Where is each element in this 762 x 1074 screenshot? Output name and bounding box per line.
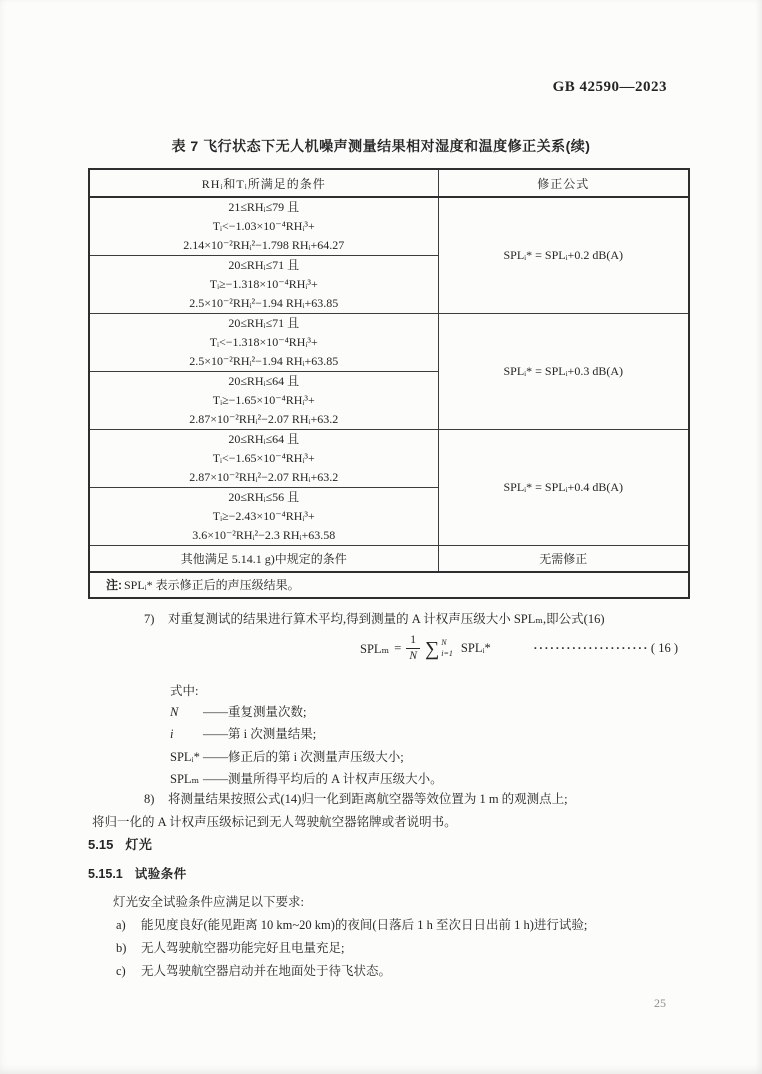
definition-SPLm — [170, 769, 443, 787]
condition-line: Tᵢ≥−1.318×10⁻⁴RHᵢ³+ — [209, 277, 318, 291]
formula-cell-0.4: SPLᵢ* = SPLᵢ+0.4 dB(A) — [438, 430, 689, 546]
item-c-label: c) — [116, 964, 126, 978]
definition-term: i — [170, 727, 174, 741]
condition-cell-1 — [89, 197, 438, 256]
condition-cell-2 — [89, 256, 438, 314]
item-8-number: 8) — [144, 792, 155, 806]
condition-line: 20≤RHᵢ≤71 且 — [228, 258, 300, 272]
list-item-8 — [144, 789, 568, 807]
standard-code: GB 42590—2023 — [552, 79, 667, 95]
condition-line: 2.5×10⁻²RHᵢ²−1.94 RHᵢ+63.85 — [189, 296, 339, 310]
page-number: 25 — [654, 996, 666, 1010]
list-item-7 — [144, 609, 605, 627]
col-header-condition: RHᵢ和Tᵢ所满足的条件 — [89, 169, 438, 197]
condition-line: 2.87×10⁻²RHᵢ²−2.07 RHᵢ+63.2 — [189, 412, 339, 426]
item-c-text: 无人驾驶航空器启动并在地面处于待飞状态。 — [141, 964, 392, 978]
section-number: 5.15 — [88, 837, 114, 852]
table-row — [89, 314, 689, 372]
definition-i — [170, 724, 316, 742]
condition-line: 3.6×10⁻²RHᵢ²−2.3 RHᵢ+63.58 — [192, 528, 336, 542]
sum-limits — [441, 638, 453, 659]
equation-16 — [88, 634, 678, 663]
definition-desc: ——修正后的第 i 次测量声压级大小; — [203, 750, 404, 764]
section-number: 5.15.1 — [88, 867, 123, 881]
correction-table — [88, 168, 690, 599]
condition-line: 20≤RHᵢ≤64 且 — [228, 432, 300, 446]
item-7-text: 对重复测试的结果进行算术平均,得到测量的 A 计权声压级大小 SPLₘ,即公式(16) — [168, 612, 605, 626]
note-text: SPLᵢ* 表示修正后的声压级结果。 — [124, 578, 300, 592]
condition-cell-3 — [89, 314, 438, 372]
where-label: 式中: — [170, 684, 199, 698]
condition-line: 20≤RHᵢ≤56 且 — [228, 490, 300, 504]
item-a-text: 能见度良好(能见距离 10 km~20 km)的夜间(日落后 1 h 至次日日出前 1 h)进行试验; — [141, 918, 588, 932]
equation-16-expression — [360, 634, 491, 663]
sum-upper-limit: N — [441, 638, 447, 648]
condition-line: Tᵢ<−1.03×10⁻⁴RHᵢ³+ — [212, 219, 315, 233]
definition-desc: ——测量所得平均后的 A 计权声压级大小。 — [203, 772, 443, 786]
note-label: 注: — [106, 578, 122, 592]
definition-term: N — [170, 705, 179, 719]
condition-line: Tᵢ≥−1.65×10⁻⁴RHᵢ³+ — [212, 393, 315, 407]
lighting-intro: 灯光安全试验条件应满足以下要求: — [113, 895, 304, 909]
section-heading-5-15 — [88, 834, 152, 853]
eq-equals: = — [394, 641, 402, 656]
item-b-text: 无人驾驶航空器功能完好且电量充足; — [141, 941, 345, 955]
condition-line: 2.87×10⁻²RHᵢ²−2.07 RHᵢ+63.2 — [189, 470, 339, 484]
condition-line: 2.14×10⁻²RHᵢ²−1.798 RHᵢ+64.27 — [183, 238, 345, 252]
condition-cell-4 — [89, 372, 438, 430]
sum-lower-limit: i=1 — [441, 648, 453, 658]
formula-cell-0.2: SPLᵢ* = SPLᵢ+0.2 dB(A) — [438, 197, 689, 314]
table-row — [89, 430, 689, 488]
condition-line: Tᵢ<−1.65×10⁻⁴RHᵢ³+ — [212, 451, 315, 465]
definition-term: SPLᵢ* — [170, 750, 200, 764]
condition-cell-5 — [89, 430, 438, 488]
eq-lhs: SPLₘ — [360, 641, 390, 656]
section-heading-5-15-1 — [88, 864, 187, 882]
item-7-number: 7) — [144, 612, 155, 626]
item-a-label: a) — [116, 918, 126, 932]
item-b-label: b) — [116, 941, 127, 955]
lighting-item-b — [116, 938, 344, 956]
lighting-item-c — [116, 961, 391, 979]
table-header-row — [89, 169, 689, 197]
condition-line: 20≤RHᵢ≤64 且 — [228, 374, 300, 388]
condition-line: 21≤RHᵢ≤79 且 — [228, 200, 300, 214]
section-title: 试验条件 — [134, 867, 187, 881]
eq-denominator: N — [409, 650, 417, 663]
table-row-other — [89, 546, 689, 572]
table-row — [89, 197, 689, 256]
col-header-formula: 修正公式 — [438, 169, 689, 197]
definition-SPLi — [170, 747, 404, 765]
condition-line: 20≤RHᵢ≤71 且 — [228, 316, 300, 330]
eq-numerator: 1 — [406, 634, 420, 649]
condition-line: Tᵢ<−1.318×10⁻⁴RHᵢ³+ — [209, 335, 318, 349]
eq-fraction — [406, 634, 420, 663]
item-8-continuation: 将归一化的 A 计权声压级标记到无人驾驶航空器铭牌或者说明书。 — [92, 815, 457, 829]
condition-cell-6 — [89, 488, 438, 546]
table-title: 表 7 飞行状态下无人机噪声测量结果相对湿度和温度修正关系(续) — [171, 138, 591, 154]
definition-desc: ——重复测量次数; — [203, 705, 307, 719]
lighting-item-a — [116, 915, 587, 933]
equation-dotted-leader: ····················· — [533, 641, 649, 656]
other-condition-cell: 其他满足 5.14.1 g)中规定的条件 — [89, 546, 438, 572]
no-correction-cell: 无需修正 — [438, 546, 689, 572]
table-note-row — [89, 572, 689, 598]
definition-N — [170, 702, 306, 720]
equation-number: ( 16 ) — [650, 641, 678, 656]
eq-rhs: SPLᵢ* — [460, 641, 491, 656]
definition-desc: ——第 i 次测量结果; — [203, 727, 317, 741]
condition-line: 2.5×10⁻²RHᵢ²−1.94 RHᵢ+63.85 — [189, 354, 339, 368]
table-note — [89, 572, 689, 598]
condition-line: Tᵢ≥−2.43×10⁻⁴RHᵢ³+ — [212, 509, 315, 523]
formula-cell-0.3: SPLᵢ* = SPLᵢ+0.3 dB(A) — [438, 314, 689, 430]
sum-icon: ∑ — [425, 637, 440, 660]
definition-term: SPLₘ — [170, 772, 200, 786]
item-8-text: 将测量结果按照公式(14)归一化到距离航空器等效位置为 1 m 的观测点上; — [168, 792, 568, 806]
section-title: 灯光 — [125, 837, 153, 852]
